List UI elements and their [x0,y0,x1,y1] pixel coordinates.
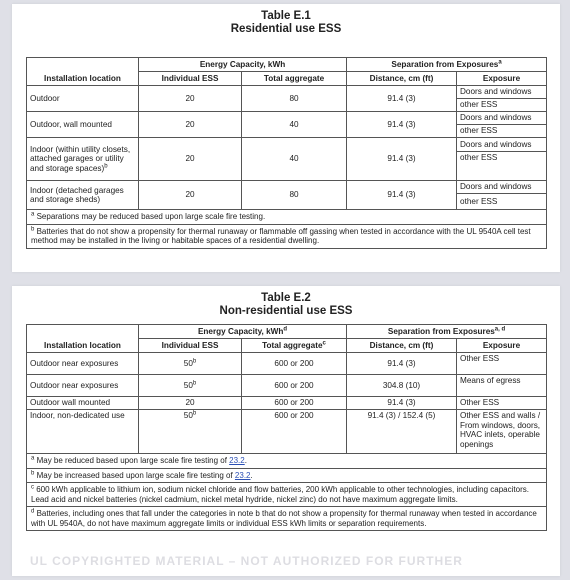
footnote-c: $^c$ 600 kWh applicable to lithium ion, sodium nickel chloride and flow batteries, 200 kWh applicable to other technologies, including capacitors. Lead acid and nickel batteries (nickel cadmium, nickel metal hydride, nickel zinc) do not have maximum aggregate limits. [27,483,547,507]
header-blank [27,325,139,339]
cell-aggregate: 40 [242,138,347,181]
reference-link[interactable]: 23.2 [234,470,251,480]
cell-distance: 91.4 (3) [347,86,457,112]
cell-individual: 50$^b$ [139,375,242,397]
table-e2-sheet [12,286,560,576]
cell-location: Indoor, non-dedicated use [27,410,139,454]
table-e2-subtitle: Non-residential use ESS [219,305,353,317]
cell-aggregate: 80 [242,181,347,210]
header-exposure: Exposure [457,72,547,86]
header-individual-ess: Individual ESS [139,72,242,86]
reference-link[interactable]: 23.2 [229,456,245,465]
cell-aggregate: 600 or 200 [242,353,347,375]
footnote-a: $^a$ Separations may be reduced based upon large scale fire testing. [27,210,547,225]
cell-exposure: other ESS [457,152,547,181]
footnote-a: $^a$ May be reduced based upon large scale fire testing of 23.2. [27,454,547,469]
table-e1 [26,57,547,249]
header-energy-capacity: Energy Capacity, kWh$^d$ [139,325,347,339]
table-row [27,410,547,454]
table-e2 [26,324,547,531]
table-e2-title: Table E.2 [261,292,311,304]
header-distance: Distance, cm (ft) [347,339,457,353]
cell-location: Indoor (within utility closets, attached garages or utility and storage spaces)$^b$ [27,138,139,181]
header-installation-location: Installation location [27,72,139,86]
cell-exposure: Means of egress [457,375,547,397]
cell-individual: 20 [139,181,242,210]
footnote-row [27,224,547,248]
cell-location: Outdoor wall mounted [27,397,139,410]
header-individual-ess: Individual ESS [139,339,242,353]
table-e1-title: Table E.1 [261,10,311,22]
footnote-row [27,483,547,507]
cell-exposure: Other ESS [457,397,547,410]
cell-distance: 304.8 (10) [347,375,457,397]
cell-individual: 50$^b$ [139,353,242,375]
footnote-b: $^b$ Batteries that do not show a propensity for thermal runaway or flammable off gassing when tested in accordance with the UL 9540A cell test method may be installed in the living or habitable spaces of a residential dwelling. [27,224,547,248]
table-e2-title-block [12,292,560,318]
cell-distance: 91.4 (3) / 152.4 (5) [347,410,457,454]
cell-exposure: Other ESS [457,353,547,375]
cell-individual: 20 [139,112,242,138]
cell-location: Indoor (detached garages and storage sheds) [27,181,139,210]
cell-location: Outdoor, wall mounted [27,112,139,138]
cell-aggregate: 600 or 200 [242,397,347,410]
cell-location: Outdoor near exposures [27,375,139,397]
cell-distance: 91.4 (3) [347,397,457,410]
footnote-d: $^d$ Batteries, including ones that fall under the categories in note b that do not show a propensity for thermal runaway when tested in accordance with UL 9540A, do not have maximum aggregate limits or individual ESS kWh limits or separation requirements. [27,507,547,531]
table-row [27,375,547,397]
footnote-row [27,507,547,531]
table-row [27,86,547,99]
header-total-aggregate: Total aggregate$^c$ [242,339,347,353]
table-e1-title-block [12,10,560,36]
cell-aggregate: 600 or 200 [242,375,347,397]
copyright-watermark: UL COPYRIGHTED MATERIAL – NOT AUTHORIZED FOR FURTHER [30,554,463,568]
footnote-row [27,210,547,225]
cell-exposure: Other ESS and walls / From windows, doors, HVAC inlets, operable openings [457,410,547,454]
cell-exposure: Doors and windows [457,86,547,99]
header-installation-location: Installation location [27,339,139,353]
cell-exposure: Doors and windows [457,112,547,125]
cell-aggregate: 600 or 200 [242,410,347,454]
cell-exposure: other ESS [457,99,547,112]
cell-exposure: Doors and windows [457,181,547,194]
footnote-b: $^b$ May be increased based upon large scale fire testing of 23.2. [27,468,547,483]
cell-distance: 91.4 (3) [347,112,457,138]
footnote-row [27,468,547,483]
table-row [27,353,547,375]
footnote-row [27,454,547,469]
table-e1-subtitle: Residential use ESS [230,23,342,35]
cell-distance: 91.4 (3) [347,138,457,181]
cell-location: Outdoor [27,86,139,112]
cell-individual: 20 [139,86,242,112]
cell-aggregate: 40 [242,112,347,138]
table-row [27,138,547,152]
cell-location: Outdoor near exposures [27,353,139,375]
table-e1-sheet [12,4,560,272]
cell-individual: 20 [139,397,242,410]
header-distance: Distance, cm (ft) [347,72,457,86]
table-row [27,112,547,125]
header-exposure: Exposure [457,339,547,353]
cell-individual: 20 [139,138,242,181]
cell-distance: 91.4 (3) [347,353,457,375]
cell-exposure: Doors and windows [457,138,547,152]
header-blank [27,58,139,72]
header-separation: Separation from Exposures$^{a, d}$ [347,325,547,339]
cell-exposure: other ESS [457,125,547,138]
cell-distance: 91.4 (3) [347,181,457,210]
header-energy-capacity: Energy Capacity, kWh [139,58,347,72]
header-total-aggregate: Total aggregate [242,72,347,86]
cell-aggregate: 80 [242,86,347,112]
cell-individual: 50$^b$ [139,410,242,454]
table-row [27,181,547,194]
cell-exposure: other ESS [457,194,547,210]
table-row [27,397,547,410]
header-separation: Separation from Exposures$^a$ [347,58,547,72]
